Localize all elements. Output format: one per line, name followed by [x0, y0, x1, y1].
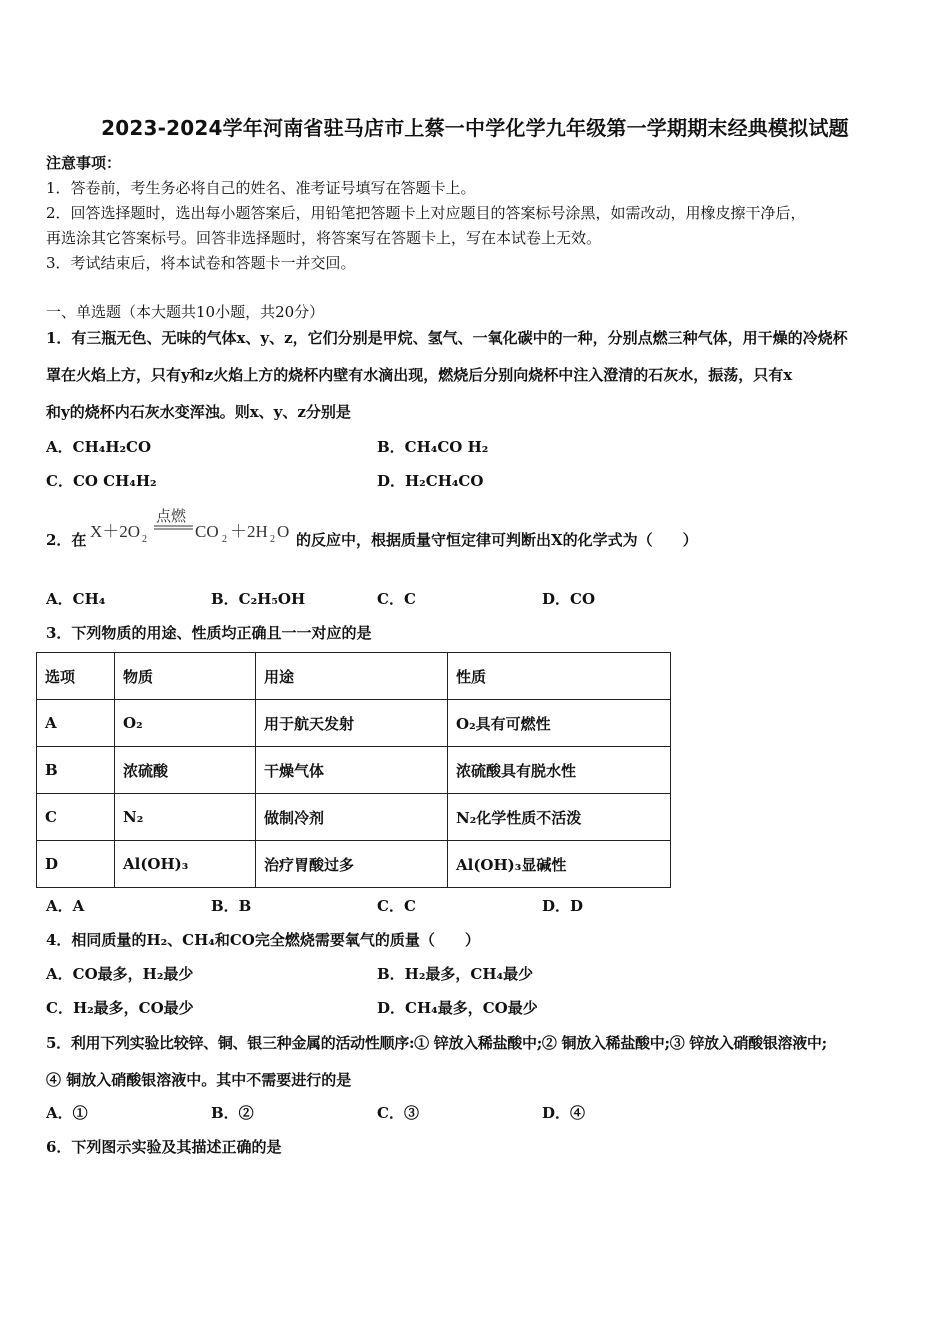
eq-left: X＋2O — [90, 522, 141, 541]
table-cell: Al(OH)₃ — [115, 841, 256, 888]
eq-product-1: CO — [195, 522, 219, 541]
table-cell: O₂ — [115, 700, 256, 747]
q1-line-1: 1．有三瓶无色、无味的气体x、y、z，它们分别是甲烷、氢气、一氧化碳中的一种，分别点燃三种气体，用干燥的冷烧杯 — [46, 329, 848, 347]
q2-option-d: D．CO — [542, 590, 596, 608]
notice-item-2: 2．回答选择题时，选出每小题答案后，用铅笔把答题卡上对应题目的答案标号涂黑，如需改动，用橡皮擦干净后， — [46, 204, 806, 222]
table-row — [37, 841, 671, 888]
q5-option-a: A．① — [46, 1104, 88, 1122]
table-header-cell: 用途 — [256, 653, 448, 700]
eq-product-2-end: O — [277, 522, 290, 541]
q3-option-a: A．A — [46, 897, 85, 915]
table-cell: 做制冷剂 — [256, 794, 448, 841]
table-cell: N₂ — [115, 794, 256, 841]
q1-option-d: D．H₂CH₄CO — [377, 472, 484, 490]
q2-option-b: B．C₂H₅OH — [211, 590, 306, 608]
q5-option-b: B．② — [211, 1104, 254, 1122]
reaction-equation — [90, 500, 300, 550]
q4-option-d: D．CH₄最多，CO最少 — [377, 999, 538, 1017]
q1-line-3: 和y的烧杯内石灰水变浑浊。则x、y、z分别是 — [46, 403, 351, 421]
table-row — [37, 700, 671, 747]
table-cell: 浓硫酸具有脱水性 — [448, 747, 671, 794]
q5-option-c: C．③ — [377, 1104, 419, 1122]
eq-condition: 点燃 — [156, 507, 187, 525]
q1-option-c: C．CO CH₄H₂ — [46, 472, 157, 490]
eq-left-sub: 2 — [142, 534, 147, 545]
q3-stem: 3．下列物质的用途、性质均正确且一一对应的是 — [46, 624, 372, 642]
table-cell: N₂化学性质不活泼 — [448, 794, 671, 841]
q4-stem: 4．相同质量的H₂、CH₄和CO完全燃烧需要氧气的质量（ ） — [46, 931, 480, 949]
q1-line-2: 罩在火焰上方，只有y和z火焰上方的烧杯内壁有水滴出现，燃烧后分别向烧杯中注入澄清的石灰水，振荡，只有x — [46, 366, 793, 384]
q3-option-d: D．D — [542, 897, 584, 915]
table-cell: 用于航天发射 — [256, 700, 448, 747]
q4-option-b: B．H₂最多，CH₄最少 — [377, 965, 534, 983]
notice-item-1: 1．答卷前，考生务必将自己的姓名、准考证号填写在答题卡上。 — [46, 179, 476, 197]
q3-option-b: B．B — [211, 897, 252, 915]
q2-suffix: 的反应中，根据质量守恒定律可判断出X的化学式为（ ） — [296, 531, 698, 549]
q1-option-a: A．CH₄H₂CO — [46, 438, 152, 456]
q2-option-c: C．C — [377, 590, 416, 608]
table-cell: D — [37, 841, 115, 888]
table-cell: 治疗胃酸过多 — [256, 841, 448, 888]
eq-product-2: ＋2H — [230, 522, 268, 541]
table-header-cell: 物质 — [115, 653, 256, 700]
table-cell: A — [37, 700, 115, 747]
table-header-row — [37, 653, 671, 700]
eq-product-2-sub: 2 — [270, 534, 275, 545]
table-header-cell: 选项 — [37, 653, 115, 700]
table-cell: 干燥气体 — [256, 747, 448, 794]
q5-option-d: D．④ — [542, 1104, 586, 1122]
q4-option-c: C．H₂最多，CO最少 — [46, 999, 194, 1017]
q5-line-1: 5．利用下列实验比较锌、铜、银三种金属的活动性顺序:① 锌放入稀盐酸中;② 铜放入稀盐酸中;③ 锌放入硝酸银溶液中; — [46, 1034, 827, 1052]
q1-option-b: B．CH₄CO H₂ — [377, 438, 489, 456]
table-cell: 浓硫酸 — [115, 747, 256, 794]
notice-heading: 注意事项： — [46, 154, 122, 172]
q3-table — [36, 652, 671, 888]
q4-option-a: A．CO最多，H₂最少 — [46, 965, 194, 983]
page-title: 2023-2024学年河南省驻马店市上蔡一中学化学九年级第一学期期末经典模拟试题 — [101, 116, 849, 140]
table-header-cell: 性质 — [448, 653, 671, 700]
q2-prefix: 2．在 — [46, 531, 87, 549]
q2-option-a: A．CH₄ — [46, 590, 106, 608]
q5-line-2: ④ 铜放入硝酸银溶液中。其中不需要进行的是 — [46, 1071, 352, 1089]
table-cell: B — [37, 747, 115, 794]
eq-product-1-sub: 2 — [222, 534, 227, 545]
table-row — [37, 794, 671, 841]
section-heading: 一、单选题（本大题共10小题，共20分） — [46, 303, 325, 321]
q3-option-c: C．C — [377, 897, 416, 915]
notice-item-3: 3．考试结束后，将本试卷和答题卡一并交回。 — [46, 254, 356, 272]
table-cell: C — [37, 794, 115, 841]
q6-stem: 6．下列图示实验及其描述正确的是 — [46, 1138, 282, 1156]
table-row — [37, 747, 671, 794]
table-cell: Al(OH)₃显碱性 — [448, 841, 671, 888]
table-cell: O₂具有可燃性 — [448, 700, 671, 747]
notice-item-2-cont: 再选涂其它答案标号。回答非选择题时，将答案写在答题卡上，写在本试卷上无效。 — [46, 229, 602, 247]
